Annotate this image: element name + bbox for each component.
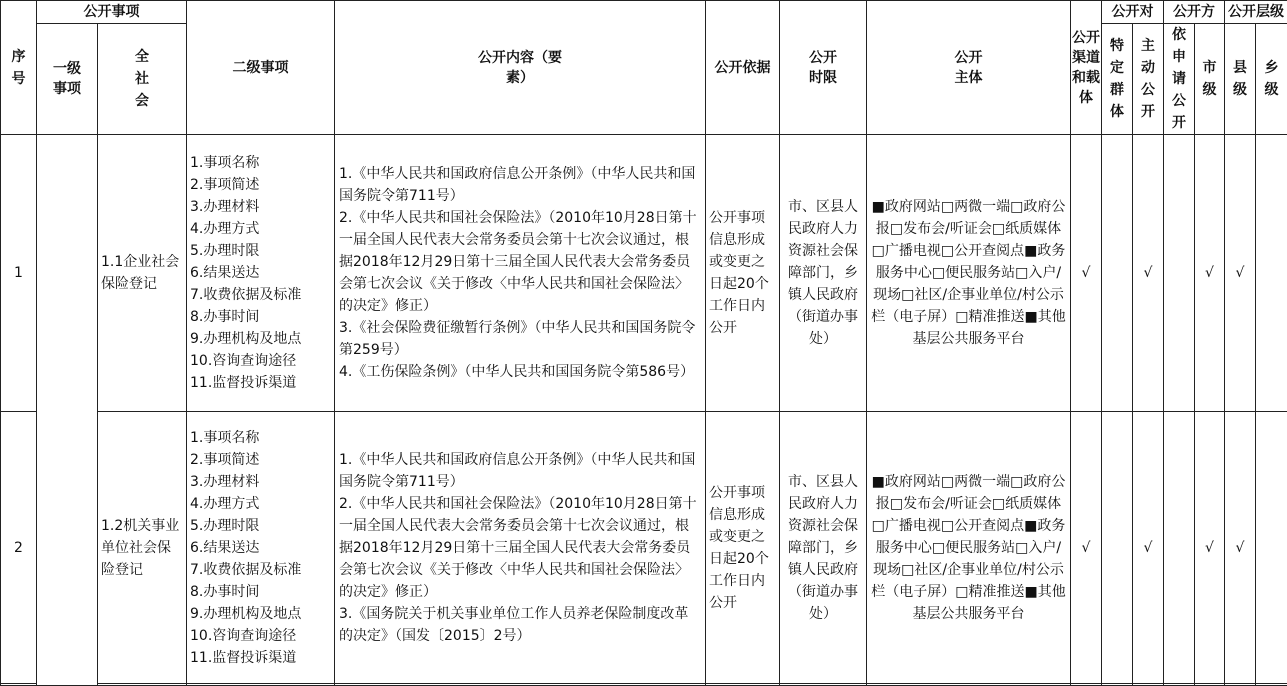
content-item: 2.事项简述 — [190, 449, 334, 471]
basis-item: 3.《社会保险费征缴暂行条例》（中华人民共和国国务院令第259号） — [339, 317, 701, 361]
header-level-county: 县级 — [1225, 24, 1256, 135]
basis-item: 1.《中华人民共和国政府信息公开条例》（中华人民共和国国务院令第711号） — [339, 449, 701, 493]
content-item: 3.办理材料 — [190, 471, 334, 493]
header-content: 公开内容（要素） — [335, 1, 706, 135]
row-deadline: 公开事项信息形成或变更之日起20个工作日内公开 — [706, 135, 780, 412]
content-item: 8.办事时间 — [190, 581, 334, 603]
header-method-active: 主动公开 — [1133, 24, 1164, 135]
table-row — [1, 135, 1287, 412]
content-item: 5.办理时限 — [190, 515, 334, 537]
row-basis — [335, 412, 706, 684]
content-item: 7.收费依据及标准 — [190, 284, 334, 306]
basis-item: 3.《国务院关于机关事业单位工作人员养老保险制度改革的决定》（国发〔2015〕2号） — [339, 603, 701, 647]
basis-item: 2.《中华人民共和国社会保险法》（2010年10月28日第十一届全国人民代表大会常务委员会第十七次会议通过，根据2018年12月29日第十三届全国人民代表大会常务委员会第七次会议《关于修改〈中华人民共和国社会保险法〉的决定》修正） — [339, 207, 701, 317]
row-subject: 市、区县人民政府人力资源社会保障部门，乡镇人民政府（街道办事处） — [780, 135, 867, 412]
header-level2: 二级事项 — [187, 1, 335, 135]
table-row — [1, 412, 1287, 684]
table-row — [1, 684, 1287, 686]
header-subject: 公开主体 — [867, 1, 1071, 135]
row-subject: 市、区县人民政府人力资源社会保障部门，乡镇人民政府（街道办事处） — [780, 412, 867, 684]
content-item: 5.办理时限 — [190, 240, 334, 262]
check-level-county: √ — [1225, 412, 1256, 684]
content-item: 10.咨询查询途径 — [190, 350, 334, 372]
content-item: 9.办理机构及地点 — [190, 328, 334, 350]
check-target-all: √ — [1071, 135, 1102, 412]
check-level-city: √ — [1195, 412, 1225, 684]
header-method-apply: 依申请公开 — [1164, 24, 1195, 135]
content-item: 8.办事时间 — [190, 306, 334, 328]
header-seq: 序号 — [1, 1, 37, 135]
row-level2: 1.2机关事业单位社会保险登记 — [98, 412, 187, 684]
content-item: 4.办理方式 — [190, 493, 334, 515]
content-item: 7.收费依据及标准 — [190, 559, 334, 581]
row-channels: ■政府网站□两微一端□政府公报□发布会/听证会□纸质媒体□广播电视□公开查阅点■政务服务中心□便民服务站□入户/现场□社区/企事业单位/村公示栏（电子屏）□精准推送■其他基层公共服务平台 — [867, 135, 1071, 412]
basis-item: 4.《工伤保险条例》（中华人民共和国国务院令第586号） — [339, 361, 701, 383]
header-deadline: 公开时限 — [780, 1, 867, 135]
header-target-specific: 特定群体 — [1102, 24, 1133, 135]
check-method-active: √ — [1133, 412, 1164, 684]
content-item: 6.结果送达 — [190, 262, 334, 284]
header-target-all: 全社会 — [98, 24, 187, 135]
check-target-specific — [1102, 412, 1133, 684]
check-target-specific — [1102, 135, 1133, 412]
check-method-active: √ — [1133, 135, 1164, 412]
content-item: 2.事项简述 — [190, 174, 334, 196]
basis-item: 2.《中华人民共和国社会保险法》（2010年10月28日第十一届全国人民代表大会常务委员会第十七次会议通过，根据2018年12月29日第十三届全国人民代表大会常务委员会第七次会议《关于修改〈中华人民共和国社会保险法〉的决定》修正） — [339, 493, 701, 603]
header-target-group: 公开对 — [1102, 1, 1164, 24]
content-item: 1.事项名称 — [190, 427, 334, 449]
row-basis — [335, 135, 706, 412]
header-basis: 公开依据 — [706, 1, 780, 135]
check-level-city: √ — [1195, 135, 1225, 412]
content-item: 11.监督投诉渠道 — [190, 372, 334, 394]
row-channels: ■政府网站□两微一端□政府公报□发布会/听证会□纸质媒体□广播电视□公开查阅点■政务服务中心□便民服务站□入户/现场□社区/企事业单位/村公示栏（电子屏）□精准推送■其他基层公共服务平台 — [867, 412, 1071, 684]
row-content — [187, 412, 335, 684]
check-level-county: √ — [1225, 135, 1256, 412]
check-level-town — [1256, 135, 1287, 412]
check-level-town — [1256, 412, 1287, 684]
header-level-group: 公开层级 — [1225, 1, 1287, 24]
content-item: 10.咨询查询途径 — [190, 625, 334, 647]
content-item: 11.监督投诉渠道 — [190, 647, 334, 669]
row-deadline: 公开事项信息形成或变更之日起20个工作日内公开 — [706, 412, 780, 684]
row-seq: 1 — [1, 135, 37, 412]
header-level-town: 乡级 — [1256, 24, 1287, 135]
row-seq: 2 — [1, 412, 37, 684]
row-content — [187, 135, 335, 412]
row-level1-empty — [37, 135, 98, 686]
row-level2: 1.1企业社会保险登记 — [98, 135, 187, 412]
basis-item: 1.《中华人民共和国政府信息公开条例》（中华人民共和国国务院令第711号） — [339, 163, 701, 207]
content-item: 9.办理机构及地点 — [190, 603, 334, 625]
content-item: 4.办理方式 — [190, 218, 334, 240]
header-level-city: 市级 — [1195, 24, 1225, 135]
header-items-group: 公开事项 — [37, 1, 187, 24]
content-item: 3.办理材料 — [190, 196, 334, 218]
header-level1: 一级事项 — [37, 24, 98, 135]
header-method-group: 公开方 — [1164, 1, 1225, 24]
check-method-apply — [1164, 135, 1195, 412]
content-item: 6.结果送达 — [190, 537, 334, 559]
check-target-all: √ — [1071, 412, 1102, 684]
header-channels: 公开渠道和载体 — [1071, 1, 1102, 135]
content-item: 1.事项名称 — [190, 152, 334, 174]
check-method-apply — [1164, 412, 1195, 684]
